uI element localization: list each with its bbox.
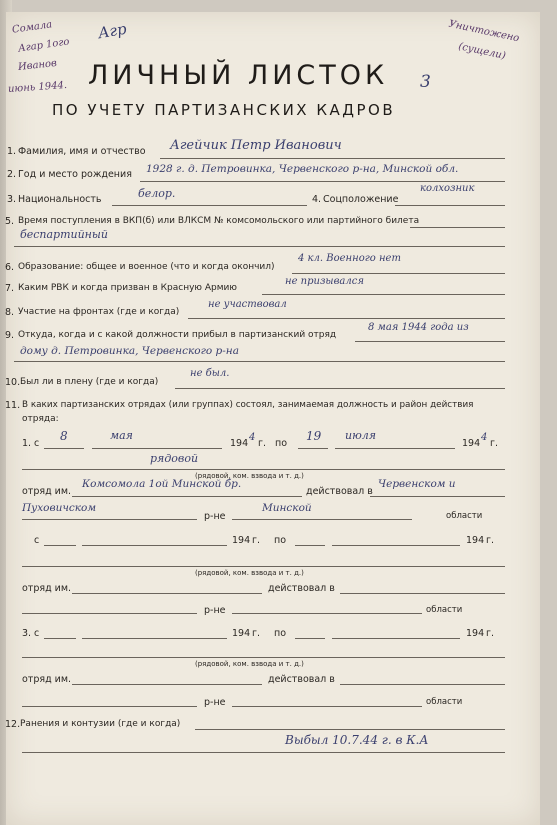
service-3-day-from-line [44,638,76,639]
field-3-number: 3. [7,194,17,205]
service-1-year-to-suffix: г. [490,438,499,449]
field-6-value: 4 кл. Военного нет [298,253,401,264]
service-2-unit-line [72,593,262,594]
service-3-oblast: области [426,697,463,707]
field-3-line [112,205,307,206]
field-12-line-b [22,752,505,753]
field-7-line [262,294,505,295]
service-1-day-from-line [44,448,84,449]
field-2-value: 1928 г. д. Петровинка, Червенского р-на, Минской обл. [146,163,459,175]
service-2-rayon: р-не [204,605,226,616]
field-9-number: 9. [5,330,15,341]
service-2-year-to-suffix: г. [486,535,495,546]
corner-note-line-3: Иванов [17,57,58,74]
service-1-acted: действовал в [306,486,373,497]
field-2-label: Год и место рождения [18,169,132,180]
field-12-label: Ранения и контузии (где и когда) [20,719,181,729]
field-5-number: 5. [5,216,15,227]
service-3-month-to-line [332,638,460,639]
service-2-unit-label: отряд им. [22,583,72,594]
field-5-line-a [410,227,505,228]
service-1-year-from-suffix: г. [258,438,267,449]
service-1-to: по [275,438,288,449]
field-7-number: 7. [5,283,15,294]
field-7-label: Каким РВК и когда призван в Красную Армию [18,283,237,293]
field-1-value: Агейчик Петр Иванович [170,138,342,153]
service-1-rayon: р-не [204,511,226,522]
service-3-rayon: р-не [204,697,226,708]
service-2-c: с [34,535,40,546]
service-3-number: 3. [22,628,32,639]
service-1-day-to: 19 [306,429,322,443]
field-10-value: не был. [190,368,230,379]
field-6-line [292,273,505,274]
field-6-number: 6. [5,262,15,273]
service-2-position-line [22,566,505,567]
service-2-year-from-prefix: 194 [232,535,251,546]
service-3-year-to-suffix: г. [486,628,495,639]
service-1-area-1: Червенском и [378,478,456,490]
stamp-signature: Агр [96,19,128,43]
service-3-to: по [274,628,287,639]
field-8-value: не участвовал [208,299,287,310]
service-2-region-line [232,613,422,614]
field-10-line [175,388,505,389]
service-1-unit: Комсомола 1ой Минской бр. [82,478,242,490]
field-9-value: 8 мая 1944 года из [368,322,469,333]
page-title: ЛИЧНЫЙ ЛИСТОК [88,60,389,91]
service-1-year-to: 4 [481,432,488,443]
service-1-area-2: Пуховичском [22,502,97,514]
field-2-line [140,181,505,182]
field-9-value-2: дому д. Петровинка, Червенского р-на [20,345,239,357]
service-1-position-line [22,469,505,470]
service-1-unit-line [72,496,302,497]
field-9-line-b [14,361,505,362]
service-3-c: с [34,628,40,639]
top-right-note-line-2: (сущели) [457,41,507,62]
service-2-oblast: области [426,605,463,615]
service-2-acted: действовал в [268,583,335,594]
service-1-region-line [232,519,412,520]
service-1-number: 1. [22,438,32,449]
field-1-label: Фамилия, имя и отчество [18,146,146,157]
service-2-day-to-line [295,545,325,546]
field-8-number: 8. [5,307,15,318]
service-1-c: с [34,438,40,449]
field-1-number: 1. [7,146,17,157]
corner-note-line-4: июнь 1944. [7,79,68,96]
service-3-month-from-line [82,638,227,639]
service-1-month-to-line [335,448,455,449]
service-1-day-to-line [298,448,328,449]
field-11-number: 11. [5,400,21,411]
service-2-to: по [274,535,287,546]
service-3-area-line [340,684,505,685]
service-3-year-from-suffix: г. [252,628,261,639]
corner-note-line-1: Сомала [11,19,53,36]
field-9-line-a [355,341,505,342]
field-8-label: Участие на фронтах (где и когда) [18,307,180,317]
service-1-unit-label: отряд им. [22,486,72,497]
field-4-value: колхозник [420,183,475,194]
top-right-note-line-1: Уничтожено [447,18,521,45]
service-3-position-line [22,657,505,658]
field-6-label: Образование: общее и военное (что и когда окончил) [18,262,275,272]
service-3-day-to-line [295,638,325,639]
service-3-area-2-line [22,706,197,707]
service-2-area-2-line [22,613,197,614]
field-3-value: белор. [138,187,176,200]
service-1-area-1-line [370,496,505,497]
field-5-label: Время поступления в ВКП(б) или ВЛКСМ № комсомольского или партийного билета [18,216,420,226]
field-9-label: Откуда, когда и с какой должности прибыл в партизанский отряд [18,330,337,340]
page-number: 3 [420,72,431,92]
field-3-label: Национальность [18,194,102,205]
field-4-label: Соцположение [323,194,399,205]
field-7-value: не призывался [285,276,364,287]
service-2-month-to-line [332,545,460,546]
field-8-line [188,318,505,319]
service-1-year-from-prefix: 194 [230,438,249,449]
field-12-number: 12. [5,719,21,730]
field-1-line [160,158,505,159]
service-1-year-from: 4 [249,432,256,443]
service-1-day-from: 8 [60,429,68,443]
field-10-number: 10. [5,377,21,388]
service-3-year-to-prefix: 194 [466,628,485,639]
service-3-region-line [232,706,422,707]
page-subtitle: ПО УЧЕТУ ПАРТИЗАНСКИХ КАДРОВ [52,101,396,119]
service-3-position-caption: (рядовой, ком. взвода и т. д.) [195,660,304,668]
service-2-day-from-line [44,545,76,546]
field-4-line [395,205,505,206]
field-2-number: 2. [7,169,17,180]
field-11-label-2: отряда: [22,414,59,424]
field-5-line-b [14,246,505,247]
service-2-year-from-suffix: г. [252,535,261,546]
service-1-month-to: июля [345,429,377,442]
service-1-region: Минской [262,502,312,514]
field-10-label: Был ли в плену (где и когда) [20,377,159,387]
service-3-year-from-prefix: 194 [232,628,251,639]
service-1-position: рядовой [150,452,199,465]
service-1-oblast: области [446,511,483,521]
service-3-unit-line [72,684,262,685]
field-12-value: Выбыл 10.7.44 г. в К.А [285,733,429,747]
service-3-unit-label: отряд им. [22,674,72,685]
field-11-label: В каких партизанских отрядах (или группах) состоял, занимаемая должность и район действия [22,400,474,410]
service-2-area-line [340,593,505,594]
service-3-acted: действовал в [268,674,335,685]
service-2-position-caption: (рядовой, ком. взвода и т. д.) [195,569,304,577]
corner-note-line-2: Агар 1ого [17,36,71,55]
service-1-area-2-line [22,519,197,520]
field-5-value: беспартийный [20,228,108,241]
service-1-position-caption: (рядовой, ком. взвода и т. д.) [195,472,304,480]
service-1-year-to-prefix: 194 [462,438,481,449]
field-4-number: 4. [312,194,322,205]
service-2-year-to-prefix: 194 [466,535,485,546]
field-12-line-a [195,729,505,730]
service-2-month-from-line [82,545,227,546]
service-1-month-from-line [92,448,222,449]
service-1-month-from: мая [110,429,133,442]
